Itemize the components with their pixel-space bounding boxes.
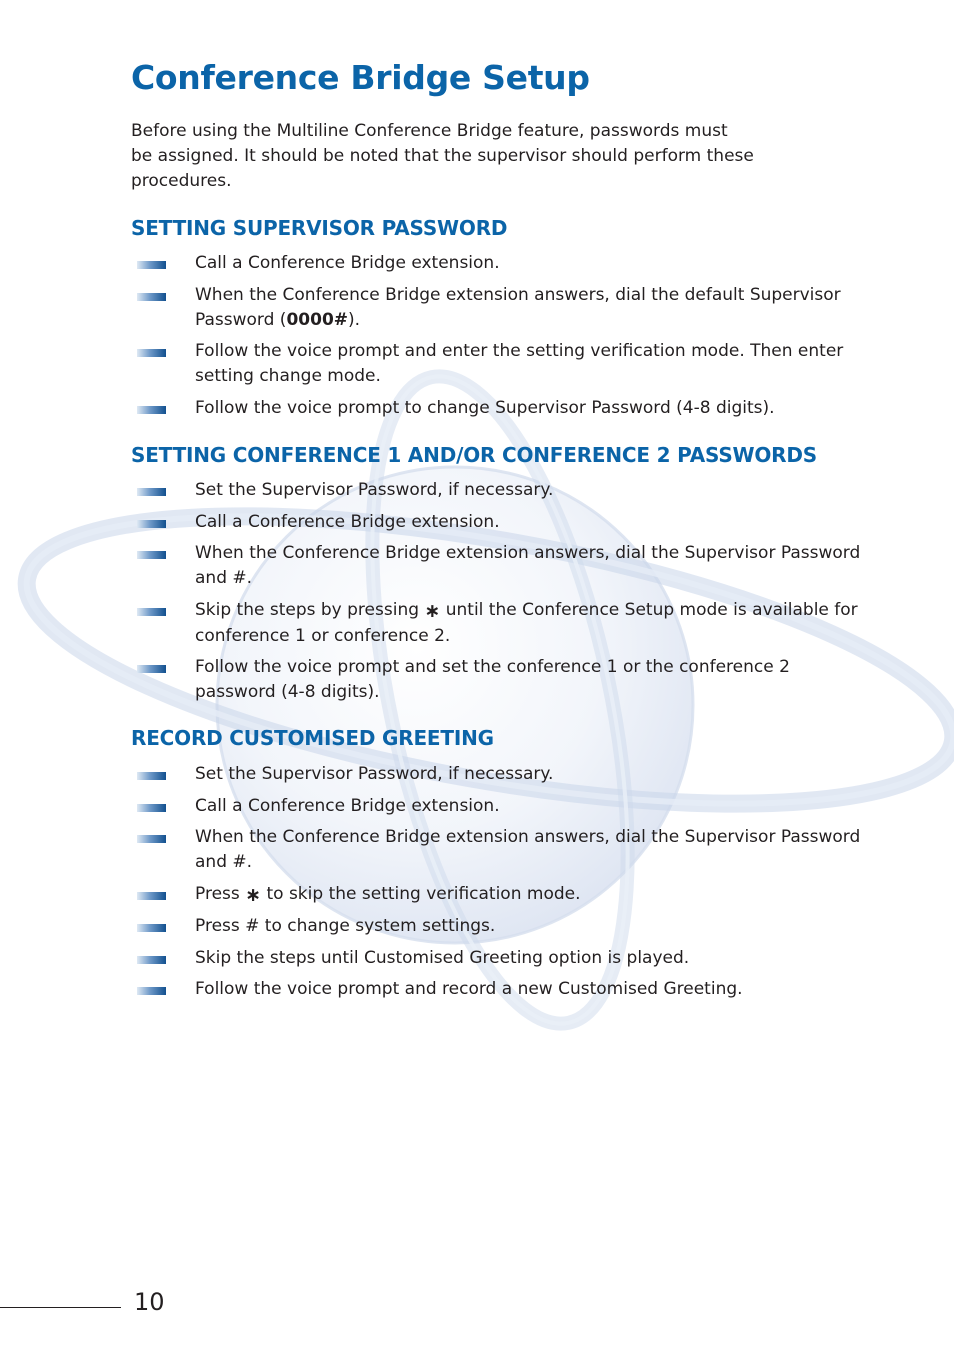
- list-item: [0, 283, 954, 333]
- bullet-icon: [137, 924, 166, 932]
- page-number: 10: [134, 1288, 165, 1316]
- steps-list-customised-greeting: [0, 762, 954, 1002]
- intro-line: Before using the Multiline Conference Bridge feature, passwords must: [131, 121, 728, 141]
- list-item: [0, 794, 954, 819]
- step-text: Call a Conference Bridge extension.: [195, 795, 500, 816]
- bullet-icon: [137, 551, 166, 559]
- list-item: [0, 510, 954, 535]
- step-text: When the Conference Bridge extension answers, dial the Supervisor Password and #.: [195, 827, 861, 872]
- steps-list-conference-passwords: [0, 478, 954, 705]
- list-item: [0, 251, 954, 276]
- list-item: [0, 655, 954, 705]
- bullet-icon: [137, 261, 166, 269]
- step-text-part: Skip the steps by pressing: [195, 599, 425, 620]
- step-text: Set the Supervisor Password, if necessary.: [195, 480, 554, 500]
- bullet-icon: [137, 892, 166, 900]
- step-text-part: until the Conference Setup mode is available for conference 1 or conference 2.: [195, 599, 858, 646]
- list-item: [0, 396, 954, 421]
- step-text: Call a Conference Bridge extension.: [195, 253, 500, 273]
- list-item: [0, 762, 954, 787]
- list-item: [0, 946, 954, 971]
- step-text: When the Conference Bridge extension answers, dial the Supervisor Password and #.: [195, 543, 861, 588]
- list-item: [0, 478, 954, 503]
- step-text-part: Press: [195, 883, 246, 904]
- list-item: [0, 882, 954, 908]
- section-heading-conference-passwords: SETTING CONFERENCE 1 AND/OR CONFERENCE 2 PASSWORDS: [131, 443, 817, 467]
- list-item: [0, 914, 954, 939]
- footer-rule: [0, 1307, 121, 1308]
- bullet-icon: [137, 608, 166, 616]
- step-text: [195, 598, 875, 649]
- step-text: Set the Supervisor Password, if necessary.: [195, 764, 554, 784]
- bullet-icon: [137, 987, 166, 995]
- bullet-icon: [137, 488, 166, 496]
- step-text: Call a Conference Bridge extension.: [195, 511, 500, 532]
- bullet-icon: [137, 406, 166, 414]
- intro-line: procedures.: [131, 171, 232, 191]
- bullet-icon: [137, 956, 166, 964]
- bullet-icon: [137, 835, 166, 843]
- bullet-icon: [137, 520, 166, 528]
- list-item: [0, 977, 954, 1002]
- star-key-icon: ∗: [245, 883, 262, 906]
- step-text-part: ).: [348, 309, 361, 330]
- list-item: [0, 598, 954, 649]
- step-text: [195, 283, 875, 333]
- bullet-icon: [137, 349, 166, 357]
- step-text: [195, 882, 875, 908]
- bullet-icon: [137, 804, 166, 812]
- step-text-part: to skip the setting verification mode.: [261, 883, 581, 904]
- list-item: [0, 339, 954, 389]
- step-text: Press # to change system settings.: [195, 916, 496, 936]
- section-heading-customised-greeting: RECORD CUSTOMISED GREETING: [131, 726, 494, 750]
- section-heading-supervisor-password: SETTING SUPERVISOR PASSWORD: [131, 216, 508, 240]
- steps-list-supervisor-password: [0, 251, 954, 421]
- step-text: Follow the voice prompt to change Supervisor Password (4-8 digits).: [195, 397, 775, 418]
- step-text: Follow the voice prompt and record a new Customised Greeting.: [195, 979, 743, 999]
- step-text: Skip the steps until Customised Greeting option is played.: [195, 947, 690, 968]
- page-title: Conference Bridge Setup: [131, 58, 590, 97]
- default-password: 0000#: [286, 309, 349, 330]
- bullet-icon: [137, 772, 166, 780]
- step-text: Follow the voice prompt and set the conference 1 or the conference 2 password (4-8 digits).: [195, 657, 790, 702]
- star-key-icon: ∗: [424, 599, 441, 622]
- list-item: [0, 825, 954, 875]
- bullet-icon: [137, 665, 166, 673]
- step-text-part: When the Conference Bridge extension answers, dial the default Supervisor Password (: [195, 284, 841, 330]
- step-text: Follow the voice prompt and enter the setting verification mode. Then enter setting change mode.: [195, 341, 844, 386]
- intro-paragraph: [131, 119, 831, 194]
- list-item: [0, 541, 954, 591]
- bullet-icon: [137, 293, 166, 301]
- intro-line: be assigned. It should be noted that the supervisor should perform these: [131, 146, 754, 166]
